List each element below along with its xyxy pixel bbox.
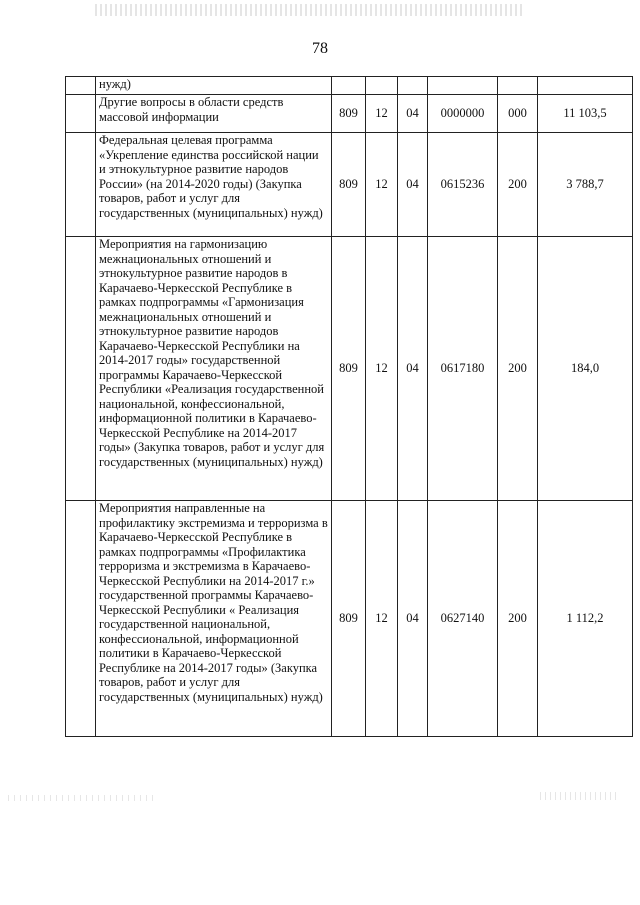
budget-table: [65, 76, 633, 737]
gr-cell: 809: [332, 237, 366, 501]
rz-cell: 12: [366, 133, 398, 237]
rz-cell: 12: [366, 237, 398, 501]
sum-cell: [538, 77, 633, 95]
table-row: [66, 77, 633, 95]
pr-cell: 04: [398, 501, 428, 737]
table-row: [66, 237, 633, 501]
sum-cell: 11 103,5: [538, 95, 633, 133]
row-marker-cell: [66, 133, 96, 237]
table-row: [66, 133, 633, 237]
row-marker-cell: [66, 237, 96, 501]
item-name-cell: Федеральная целевая программа «Укрепление единства российской нации и этнокультурное развитие народов России» (на 2014-2020 годы) (Закупка товаров, работ и услуг для государственных (муниципальных) нужд): [96, 133, 332, 237]
scan-noise-top: [95, 4, 525, 16]
table-row: [66, 501, 633, 737]
vr-cell: 000: [498, 95, 538, 133]
item-name-cell: Мероприятия направленные на профилактику экстремизма и терроризма в Карачаево-Черкесской Республике в рамках подпрограммы «Профилактика терроризма и экстремизма в Карачаево-Черкесской Республики на 2014-2017 г.» государственной программы Карачаево-Черкесской Республики « Реализация государственной национальной, конфессиональной, информационной политики в Карачаево-Черкесской Республике на 2014-2017 годы» (Закупка товаров, работ и услуг для государственных (муниципальных) нужд): [96, 501, 332, 737]
gr-cell: 809: [332, 501, 366, 737]
vr-cell: 200: [498, 501, 538, 737]
rz-cell: 12: [366, 501, 398, 737]
sum-cell: 184,0: [538, 237, 633, 501]
csr-cell: [428, 77, 498, 95]
item-name-cell: Мероприятия на гармонизацию межнациональных отношений и этнокультурное развитие народов в Карачаево-Черкесской Республике в рамках подпрограммы «Гармонизация межнациональных отношений и этнокультурное развитие народов Карачаево-Черкесской Республики на 2014-2017 годы» государственной программы Карачаево-Черкесской Республики «Реализация государственной национальной, конфессиональной, информационной политики в Карачаево-Черкесской Республике на 2014-2017 годы» (Закупка товаров, работ и услуг для государственных (муниципальных) нужд): [96, 237, 332, 501]
csr-cell: 0627140: [428, 501, 498, 737]
vr-cell: [498, 77, 538, 95]
page-number: 78: [312, 40, 328, 57]
gr-cell: 809: [332, 133, 366, 237]
rz-cell: [366, 77, 398, 95]
pr-cell: [398, 77, 428, 95]
sum-cell: 3 788,7: [538, 133, 633, 237]
csr-cell: 0615236: [428, 133, 498, 237]
rz-cell: 12: [366, 95, 398, 133]
scan-noise-bottom-right: [540, 792, 620, 800]
table-row: [66, 95, 633, 133]
row-marker-cell: [66, 95, 96, 133]
csr-cell: 0000000: [428, 95, 498, 133]
pr-cell: 04: [398, 237, 428, 501]
scan-noise-bottom-left: [8, 795, 158, 801]
sum-cell: 1 112,2: [538, 501, 633, 737]
gr-cell: [332, 77, 366, 95]
row-marker-cell: [66, 77, 96, 95]
csr-cell: 0617180: [428, 237, 498, 501]
gr-cell: 809: [332, 95, 366, 133]
item-name-cell: Другие вопросы в области средств массовой информации: [96, 95, 332, 133]
vr-cell: 200: [498, 133, 538, 237]
pr-cell: 04: [398, 95, 428, 133]
vr-cell: 200: [498, 237, 538, 501]
row-marker-cell: [66, 501, 96, 737]
item-name-cell: нужд): [96, 77, 332, 95]
pr-cell: 04: [398, 133, 428, 237]
